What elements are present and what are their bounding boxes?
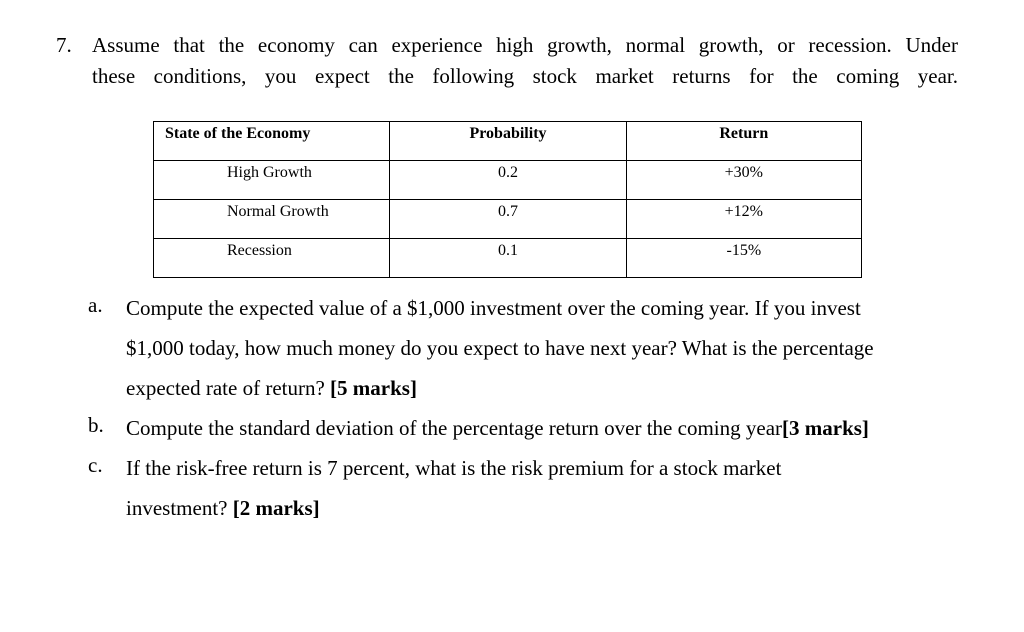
part-b-letter: b. [88,413,104,437]
question-text-line-1: Assume that the economy can experience high growth, normal growth, or recession. Under [92,33,958,57]
part-c-letter: c. [88,453,103,477]
question-text-line-2: these conditions, you expect the following stock market returns for the coming year. [92,64,958,88]
returns-table [153,121,862,278]
cell-return: -15% [626,239,861,278]
part-c-line-1: If the risk-free return is 7 percent, what is the risk premium for a stock market [126,456,782,480]
table-row [154,200,862,239]
part-a [88,293,968,413]
part-c-line-2-text: investment? [126,496,233,520]
table-row [154,161,862,200]
part-b [88,413,968,453]
cell-return: +12% [626,200,861,239]
cell-probability: 0.1 [390,239,626,278]
part-c-line-2 [126,493,968,533]
part-b-marks: [3 marks] [782,416,869,440]
header-state: State of the Economy [154,122,390,161]
part-c [88,453,968,533]
part-a-line-1: Compute the expected value of a $1,000 investment over the coming year. If you invest [126,296,861,320]
cell-probability: 0.7 [390,200,626,239]
part-a-marks: [5 marks] [330,376,417,400]
question-parts [88,293,968,533]
part-c-marks: [2 marks] [232,496,320,520]
cell-state: High Growth [154,161,390,200]
table-header-row [154,122,862,161]
cell-state: Recession [154,239,390,278]
cell-return: +30% [626,161,861,200]
table-row [154,239,862,278]
header-return: Return [626,122,861,161]
cell-state: Normal Growth [154,200,390,239]
part-a-letter: a. [88,293,103,317]
part-a-line-3 [126,373,968,413]
part-a-line-2: $1,000 today, how much money do you expect to have next year? What is the percentage [126,336,874,360]
part-b-line-1-text: Compute the standard deviation of the percentage return over the coming year [126,416,783,440]
part-b-line-1 [126,413,968,453]
part-a-line-3-text: expected rate of return? [126,376,331,400]
cell-probability: 0.2 [390,161,626,200]
header-probability: Probability [390,122,626,161]
question-number: 7. [56,33,72,57]
